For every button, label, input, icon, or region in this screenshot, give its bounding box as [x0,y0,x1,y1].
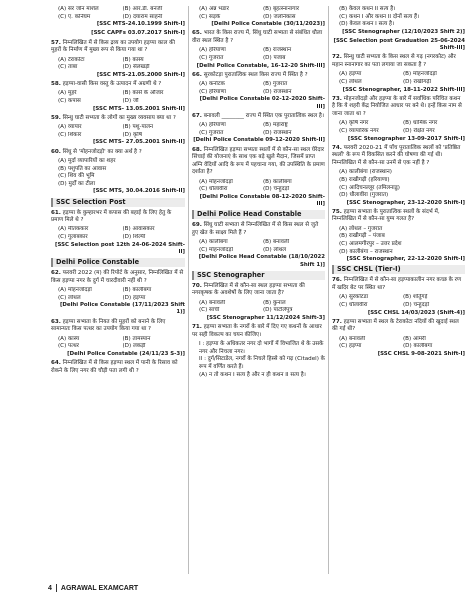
answer-option: (B) धार्मिक नगर [403,120,438,127]
question-number: 72. [332,54,342,61]
answer-option: (B) महाराष्ट्र [263,122,288,129]
answer-option: (A) हरियाणा [199,122,226,129]
answer-option: (D) सेलखड़ी [122,64,150,71]
exam-source: [Delhi Police Constable, 16-12-20 Shift-III] [196,62,325,69]
answer-option: (B) शोर्तुगई [403,294,428,301]
answer-option: (B) बनावली [263,239,290,246]
answer-option: (B) पशु-पालन [122,124,154,131]
answer-option: (D) जौ [122,97,139,104]
column-left [48,6,188,574]
question-number: 66. [192,71,202,78]
answer-option: (C) गुजरात [199,54,224,61]
answer-option: (C) तांबा [58,64,78,71]
answer-option: (A) मोहनजोदड़ो [199,178,233,185]
question-number: 59. [51,114,61,121]
answer-option: (A) मोहनजोदड़ो [58,287,92,294]
answer-option: (A) कर्नाटक [199,81,225,88]
section-heading: Delhi Police Head Constable [192,210,325,219]
answer-option: (C) हड़प्पा [339,343,362,350]
question-text: बनावली ________ राज्य में स्थित एक पुरातात्विक स्थल है। [203,112,325,119]
question-number: 74. [332,144,342,151]
exam-source: [SSC MTS, 30.04.2016 Shift-II] [93,188,185,195]
question-text: निम्नलिखित में से कौन-सा स्थल हड़प्पा सभ्यता की नगरकृषक के अवशेषों के लिए जाना जाता है? [192,282,305,297]
section-heading: Delhi Police Constable [51,258,185,267]
question [51,360,185,375]
exam-source: [SSC Stenographer, 23-12-2020 Shift-I] [346,199,465,206]
answer-option: (A) कांस्य [58,335,80,342]
answer-option: (A) हरियाणा [199,47,226,54]
question-number: 77. [332,318,342,325]
publisher-brand: AGRAWAL EXAMCART [60,584,139,592]
answer-option: (B) बृहत्स्नानागार [263,6,300,12]
statement-line: (A) मुर्दा व्यापारियों का शहर [58,157,116,164]
answer-option: (D) राजस्थान [263,129,292,136]
answer-options [51,57,185,72]
answer-option: (B) आमरी [403,335,426,342]
statement-line: (B) राखीगढ़ी – पंजाब [339,233,385,240]
question-number: 62. [51,270,61,277]
answer-options [192,179,325,194]
question [51,319,185,334]
question-text: सिंधु से 'मोहनजोदड़ो' का क्या अर्थ है ? [62,148,142,155]
question-number: 57. [51,39,61,46]
question-text: भारत के किस राज्य में, सिंधु घाटी सभ्यता से संबंधित धौला वीरा स्थल स्थित है ? [192,30,323,44]
exam-source: [SSC Stenographer 13-09-2017 Shift-I] [347,135,465,142]
answer-option: (C) धौलावीरा [339,302,368,309]
answer-option: (D) जलनिकास [263,13,296,20]
question [332,319,465,334]
question-text: हड़प्पा सभ्यता के पुरातात्विक स्थलों के संदर्भ में, निम्नलिखित में से कौन-सा युग्म गलत है? [332,208,440,223]
question-number: 58. [51,80,61,87]
answer-option: (B) कांसे के औजार [122,90,164,97]
question [51,81,185,89]
exam-source: [SSC Stenographer 11/12/2024 Shift-3] [206,315,325,322]
answer-option: (B) राजस्थान [263,47,292,54]
exam-source: [SSC CAPFs 03.07.2017 Shift-I] [91,30,185,37]
exam-source: [SSC Stenographer (12/10/2023 Shift 2)] [342,28,465,35]
answer-option: (D) लकड़ी [122,343,146,350]
answer-options [51,287,185,302]
question [192,283,325,298]
question [192,72,325,80]
exam-source: [SSC MTS- 27.05.2001 Shift-II] [92,139,185,146]
answer-option: (C) लोथल [58,294,81,301]
question-number: 65. [192,30,202,37]
answer-options [51,124,185,139]
answer-option: (B) आवासकार [122,226,155,233]
answer-option: (C) गुजरात [199,129,224,136]
answer-options [51,90,185,105]
answer-option: (C) गुलाबकार [58,234,88,241]
exam-source: [Delhi Police Constable (24/11/23 S-3)] [67,350,185,357]
question [192,113,325,121]
answer-options [192,300,325,315]
statement-line: (D) मुर्दों का टीला [58,180,96,187]
question-text: निम्नलिखित में से कौन-सा हड़प्पाकालीन नगर कच्छ के रण में खदिर बेट पर स्थित था? [332,277,461,292]
answer-option: (A) मुहरें [58,90,77,97]
answer-options [51,6,185,21]
exam-source: [SSC CHSL 14/03/2023 (Shift-4)] [367,309,465,316]
statement-line: (C) कथन I और कथन II दोनों सत्य हैं। [339,13,420,20]
column-middle [188,6,328,574]
question-number: 64. [51,360,61,367]
answer-option: (C) शिकार [58,131,82,138]
answer-option: (B) तामस्पान [122,335,151,342]
answer-option: (B) कांस्य [122,56,144,63]
answer-option: (A) बनावली [199,299,226,306]
answer-options [332,71,465,86]
question-number: 61. [51,209,61,216]
question-text: निम्नलिखित में से किस हड़प्पा स्थल में पानी के रिसाव को रोकने के लिए नगर की चौड़ी पता लगी थी ? [51,360,178,374]
question-number: 71. [192,324,202,331]
answer-options [192,6,325,21]
question-columns [48,6,468,574]
statement-line: II : दुर्ग/सिटाडेल, नगरों के निचले हिस्से को गढ़ (Citadel) के रूप में वर्णित करते हैं। [199,356,325,371]
question-number: 75. [332,208,342,215]
statement-line: (A) कालीबंगा (राजस्थान) [339,169,392,176]
page-footer [48,584,468,592]
statement-line: (D) धौलावीरा (गुजरात) [339,192,389,199]
question-text: सुरकोटड़ा पुरातात्विक स्थल किस राज्य में स्थित है ? [203,71,308,78]
question-text: सिन्धु घाटी सभ्यता के किस स्थल से गढ़ (नगरकोट) और महान स्नानागार का पता लगाया जा सकता है ? [332,54,456,68]
question [332,96,465,119]
answer-options [192,47,325,62]
answer-option: (D) दयाराम साहनी [122,13,163,20]
exam-source: [Delhi Police Constable 08-12-2020 Shift-III] [199,193,325,208]
answer-option: (A) टेराकोटा [58,56,85,63]
question [51,270,185,285]
question-text: फरवरी 2022 (म) की रिपोर्ट के अनुसार, निम्नलिखित में से किस हड़प्पा नगर के दुर्ग में चारदीवारी नहीं थी ? [51,270,184,284]
answer-option: (D) चन्हुदड़ो [403,302,430,309]
question-number: 67. [192,112,202,119]
answer-option: (A) व्यापार [58,124,82,131]
answer-option: (B) कुनाल [263,299,286,306]
question-text: फरवरी 2020-21 में पाँच पुरातात्विक स्थलों को 'प्रतिष्ठित स्थलों' के रूप में विकसित करने की घोषणा की गई थी। निम्नलिखित में से कौन-सा उनमें से एक नहीं है ? [332,144,461,166]
statement-line: (C) शिव की भूमि [58,173,95,180]
statement-line: (D) केवल कथन I सत्य है। [339,21,395,28]
answer-option: (B) मोहनजोदड़ो [403,71,437,78]
answer-options [51,336,185,351]
exam-source: [SSC CHSL 9-08-2021 Shift-I] [377,351,465,357]
question-number: 69. [192,222,202,229]
statement-line: (B) पशुपति का आवास [58,165,107,172]
exam-source: [SSC Stenographer, 18-11-2022 Shift-III] [342,86,465,93]
answer-option: (D) पंजाब [263,54,286,61]
question [51,149,185,157]
answer-option: (A) मीतककार [58,226,89,233]
answer-option: (B) गुजरात [263,81,288,88]
footer-divider [56,584,57,592]
answer-option: (A) अन्न भंडार [199,6,229,12]
answer-option: (C) सड़कें [199,13,221,20]
question [192,324,325,339]
answer-option: (B) आर.डी. बनर्जी [122,6,163,12]
answer-options [332,294,465,309]
question-number: 73. [332,95,342,102]
section-heading: SSC Stenographer [192,271,325,280]
statement-line: (B) केवल कथन II सत्य है। [339,6,396,12]
answer-option: (C) कपास [58,97,81,104]
exam-source: [SSC Selection post 12th 24-06-2024 Shift-II] [54,241,185,255]
column-right [328,6,468,574]
exam-source: [Delhi Police Constable 02-12-2020 Shift-III] [199,96,325,110]
question [51,210,185,225]
question [332,277,465,292]
statement-line: I : हड़प्पा के अधिकतर नगर दो भागों में विभाजित थे के उसके नगर और निचला नगर। [199,341,324,355]
question-text: हड़प्पा सभ्यता के नियत की मुहरों को बनाने के लिए सामान्यतः किस पत्थर का उपयोग किया गया था ? [51,318,166,333]
question [51,40,185,55]
statement-line: (C) आदिचनल्लूर (तमिलनाडु) [339,184,400,191]
answer-option: (D) हड़प्पा [122,294,146,301]
statement-line: (B) राखीगढ़ी (हरियाणा) [339,176,390,183]
answer-option: (D) शिल्पी [122,234,146,241]
question [51,115,185,123]
answer-option: (A) सर जॉन मार्शल [58,6,99,12]
answer-options [332,120,465,135]
question [192,147,325,177]
question-number: 70. [192,282,202,289]
question [332,145,465,168]
question [332,209,465,224]
answer-option: (C) सांची [199,307,220,314]
page-number: 4 [48,584,52,592]
question-text: हड़प्पा सभ्यता में स्थल के टेराकोटा नदियों की खुदाई स्थल की गई थी? [332,318,459,333]
section-heading: SSC CHSL (Tier-I) [332,265,465,274]
question-number: 63. [51,318,61,325]
question-number: 68. [192,146,202,153]
question [192,222,325,237]
answer-options [332,336,465,351]
statement-line: (C) आलमगीरपुर – उत्तर प्रदेश [339,241,402,248]
question-text: हड़प्पा के कुम्हारभर में कपास की बहाई के लिए हेतु के प्रमाण मिले थे ? [51,209,172,224]
answer-option: (A) बनावली [339,335,366,342]
statement-line: (A) न तो कथन I सत्य है और न ही कथन II सत्य है। [199,371,306,378]
answer-option: (D) रक्षित नगर [403,127,435,134]
question-text: मोहनजोदड़ो और हड़प्पा के बारे में सर्वाधिक परिचित कथन है कि ये शहरी केंद्र नियोजित आधार पर बने थे। इन्हें किस नाम से जाना जाता था ? [332,95,462,117]
answer-option: (D) कालीबंगा [403,343,433,350]
answer-option: (D) पाटलिपुत्र [263,307,293,314]
answer-option: (C) लोथल [339,78,362,85]
question-text: हड़प्पा-वासी किस वस्तु के उत्पादन में अग्रणी थे ? [62,80,162,87]
question-text: निम्नलिखित में से किस द्रव्य का उपयोग हड़प्पा काल की मुहरों के निर्माण में मुख्य रूप से किया गया था ? [51,39,175,54]
exam-source: [SSC Selection post Graduation 25-06-2024 Shift-III] [333,37,465,52]
answer-option: (D) राजस्थान [263,88,292,95]
section-heading: SSC Selection Post [51,198,185,207]
answer-option: (C) व्यापारिक नगर [339,127,379,134]
statement-line: (D) कालीबंगा – राजस्थान [339,248,393,255]
answer-option: (D) राखीगढ़ी [403,78,431,85]
exam-source: [Delhi Police Head Constable (18/10/2022 Shift 1)] [198,254,325,268]
exam-source: [SSC MTS-24.10.1999 Shift-I] [96,21,185,28]
answer-options [51,226,185,241]
question-text: सिन्धु घाटी सभ्यता के लोगों का मुख्य व्यवसाय क्या था ? [62,114,176,121]
exam-source: [Delhi Police Constable (30/11/2023)] [211,21,325,28]
answer-option: (A) कृषि नगर [339,120,369,127]
exam-source: [SSC MTS-21.05.2000 Shift-I] [96,71,185,78]
question-text: सिंधु घाटी सभ्यता से निम्नलिखित में से किस स्थल से जुते हुए खेत के साक्ष्य मिले हैं ? [192,222,319,236]
answer-option: (C) हरियाणा [199,88,226,95]
question [332,54,465,69]
exam-source: [Delhi Police Constable 09-12-2020 Shift-II] [193,137,325,144]
answer-option: (C) ए. कनिंघम [58,13,91,20]
answer-option: (A) कालीबंगा [199,239,228,246]
exam-source: [Delhi Police Constable (17/11/2023 Shift 1)] [59,302,185,316]
question-text: निम्नलिखित हड़प्पा सभ्यता स्थलों में से कौन-सा स्थल घेरेदार सिंचाई की योजनाएं के साथ एक बड़े खुले मैदान, जिसमें प्राप्त अग्नि वेदियों आदि के रूप में पहचाना गया, की उपस्थिति के प्रमाण दर्शाता है? [192,146,325,176]
answer-option: (C) धौलावीरा [199,186,228,193]
exam-source: [SSC Stenographer, 22-12-2020 Shift-I] [346,256,465,263]
question-number: 60. [51,148,61,155]
answer-option: (D) लोथल [263,246,287,253]
answer-option: (A) सुरकोटडा [339,294,369,301]
question-text: हड़प्पा सभ्यता के नगरों के बारे में दिए गए कथनों के आधार पर सही विकल्प का चयन कीजिए। [192,324,322,338]
answer-option: (D) कृषि [122,131,142,138]
answer-option: (C) पत्थर [58,343,79,350]
answer-options [192,122,325,137]
answer-option: (C) मोहनजोदड़ो [199,246,233,253]
answer-option: (D) चन्हुदड़ो [263,186,290,193]
exam-source: [SSC MTS- 13.05.2001 Shift-II] [92,105,185,112]
question-number: 76. [332,277,342,284]
answer-option: (B) कालीबंगा [122,287,152,294]
answer-option: (A) हड़प्पा [339,71,362,78]
answer-options [192,81,325,96]
answer-options [192,239,325,254]
statement-line: (A) लोथल – गुजरात [339,225,383,232]
question [192,30,325,45]
answer-option: (B) कालीबंगा [263,178,292,185]
